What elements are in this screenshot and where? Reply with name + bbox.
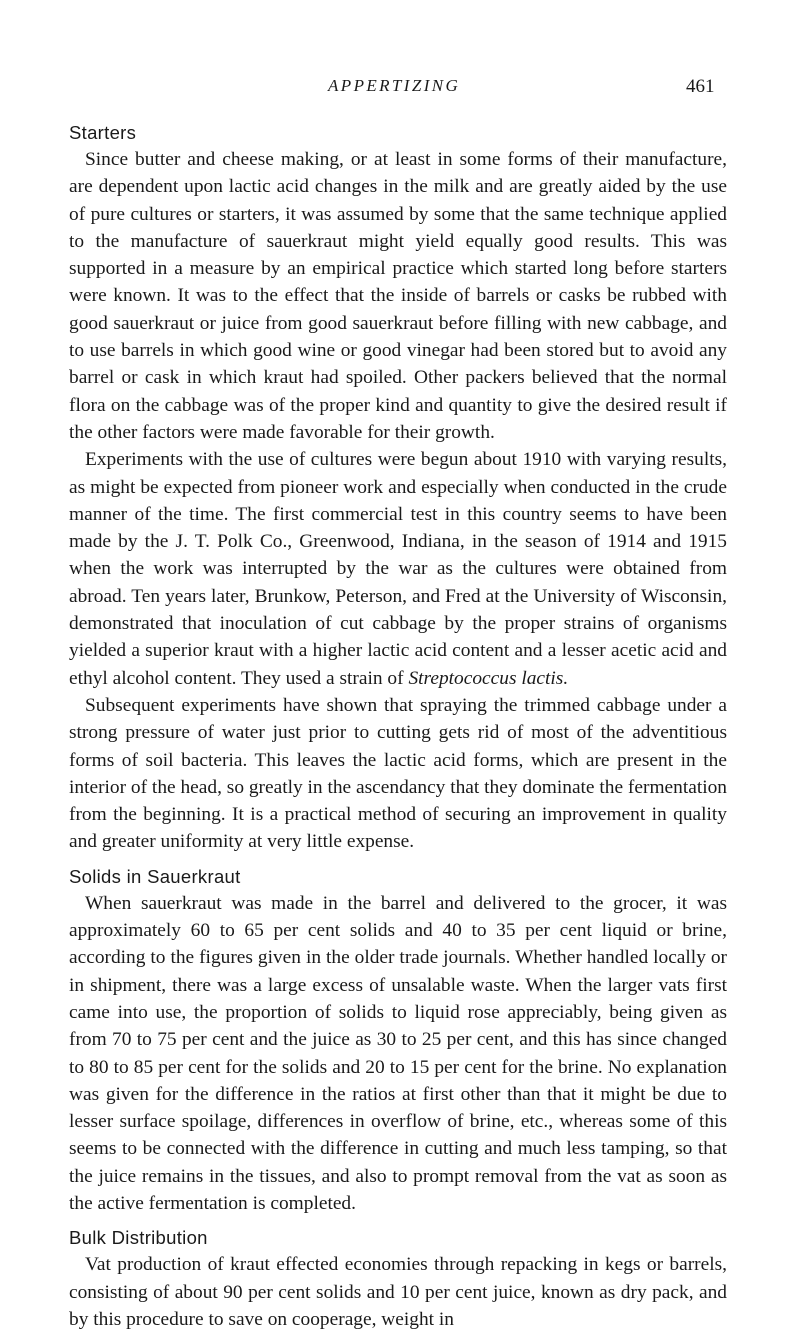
page-body [69,120,727,1333]
paragraph: Since butter and cheese making, or at least in some forms of their manufacture, are dependent upon lactic acid changes in the milk and are greatly aided by the use of pure cultures or starters, it was assumed by some that the same technique applied to the manufacture of sauerkraut might yield equally good results. This was supported in a measure by an empirical practice which started long before starters were known. It was to the effect that the inside of barrels or casks be rubbed with good sauerkraut or juice from good sauerkraut before filling with new cabbage, and to use barrels in which good wine or good vinegar had been stored but to avoid any barrel or cask in which kraut had spoiled. Other packers believed that the normal flora on the cabbage was of the proper kind and quantity to give the desired result if the other factors were made favorable for their growth. [69,149,727,443]
paragraph-text: Experiments with the use of cultures were begun about 1910 with varying results, as might be expected from pioneer work and especially when conducted in the crude manner of the time. The first commercial test in this country seems to have been made by the J. T. Polk Co., Greenwood, Indiana, in the season of 1914 and 1915 when the work was interrupted by the war as the cultures were obtained from abroad. Ten years later, Brunkow, Peterson, and Fred at the University of Wisconsin, demonstrated that inoculation of cut cabbage by the proper strains of organisms yielded a superior kraut with a higher lactic acid content and a lesser acetic acid and ethyl alcohol content. They used a strain of [69,449,727,689]
section-solids-in-sauerkraut [69,864,727,1218]
paragraph: When sauerkraut was made in the barrel and delivered to the grocer, it was approximately 60 to 65 per cent solids and 40 to 35 per cent liquid or brine, according to the figures given in the older trade journals. Whether handled locally or in shipment, there was a large excess of unsalable waste. When the larger vats first came into use, the proportion of solids to liquid rose appreciably, being given as from 70 to 75 per cent and the juice as 30 to 25 per cent, and this has since changed to 80 to 85 per cent for the solids and 20 to 15 per cent for the brine. No explanation was given for the difference in the ratios at first other than that it might be due to lesser surface spoilage, differences in overflow of brine, etc., whereas some of this seems to be connected with the difference in cutting and much less tamping, so that the juice remains in the tissues, and also to prompt removal from the vat as soon as the active fermentation is completed. [69,892,727,1214]
running-title: APPERTIZING [328,76,461,95]
organism-name: Streptococcus lactis. [408,667,569,689]
section-starters [69,120,727,856]
paragraph: Vat production of kraut effected economies through repacking in kegs or barrels, consisting of about 90 per cent solids and 10 per cent juice, known as dry pack, and by this procedure to save on cooperage, weight in [69,1254,727,1330]
section-heading: Bulk Distribution [69,1227,208,1249]
page-number: 461 [686,76,715,97]
paragraph: Subsequent experiments have shown that spraying the trimmed cabbage under a strong pressure of water just prior to cutting gets rid of most of the adventitious forms of soil bacteria. This leaves the lactic acid forms, which are present in the interior of the head, so greatly in the ascendancy that they dominate the fermentation from the beginning. It is a practical method of securing an improvement in quality and greater uniformity at very little expense. [69,694,727,853]
section-heading: Starters [69,122,137,143]
running-head [0,76,800,100]
section-bulk-distribution [69,1225,727,1333]
section-heading: Solids in Sauerkraut [69,865,241,887]
paragraph [69,446,727,692]
